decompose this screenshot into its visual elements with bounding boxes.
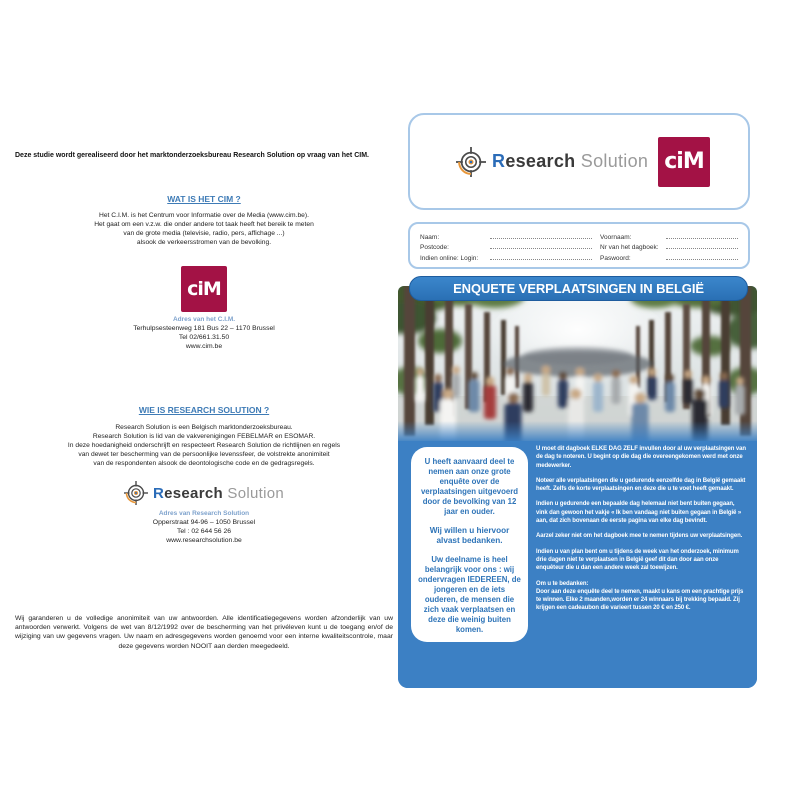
research-solution-logo bbox=[456, 147, 648, 177]
instruction-paragraph: Indien u van plan bent om u tijdens de week van het onderzoek, minimum drie dagen niet te verplaatsen in België geef dit dan door aan onze enquêteur die u dan een andere week zal toewijzen. bbox=[536, 548, 739, 572]
form-row bbox=[420, 251, 738, 262]
rs-body-line: In deze hoedanigheid onderschrijft en respecteert Research Solution de richtlijnen en regels bbox=[67, 442, 341, 449]
rs-logo-r: R bbox=[492, 151, 506, 171]
cim-address bbox=[15, 325, 393, 351]
cim-address-label: Adres van het C.I.M. bbox=[172, 316, 236, 323]
postcode-label: Postcode: bbox=[420, 244, 449, 252]
privacy-paragraph: Wij garanderen u de volledige anonimiteit van uw antwoorden. Alle identificatiegegevens worden afzonderlijk van uw antwoorden verwerkt. Volgens de wet van 8/12/1992 over de bescherming van het privéleven kunt u de toegang en/of de wijziging van uw gegevens vragen. Uw naam en adresgegevens worden genoemd voor een interne kwaliteitscontrole, maar deze gegevens worden NOOIT aan derden meegedeeld. bbox=[15, 615, 393, 650]
rs-address-street: Opperstraat 94-96 – 1050 Brussel bbox=[152, 519, 256, 526]
cim-logo bbox=[181, 266, 227, 312]
rs-logo-solution: Solution bbox=[227, 484, 285, 502]
thanks-paragraph: Wij willen u hiervoor alvast bedanken. bbox=[429, 526, 510, 545]
reward-paragraph: Door aan deze enquête deel te nemen, maakt u kans om een prachtige prijs te winnen. Elke 2 maanden,worden er 24 winnaars bij trekking bepaald. Zij krijgen een cadeaubon die varieert tussen 20 € en 250 €. bbox=[536, 588, 744, 612]
cim-body-line: alsook de verkeersstromen van de bevolking. bbox=[136, 239, 272, 246]
reward-heading: Om u te bedanken: bbox=[536, 580, 589, 587]
dagboeknr-label: Nr van het dagboek: bbox=[600, 244, 659, 252]
cim-logo-text: ciM bbox=[664, 149, 704, 174]
identification-form bbox=[408, 222, 750, 269]
form-row bbox=[420, 241, 738, 252]
cim-logo bbox=[658, 137, 710, 187]
rs-logo-esearch: esearch bbox=[505, 151, 576, 171]
cim-body-line: van de grote media (televisie, radio, pers, affichage ...) bbox=[123, 230, 285, 237]
cim-section-heading: WAT IS HET CIM ? bbox=[167, 194, 241, 204]
instruction-paragraph: Aarzel zeker niet om het dagboek mee te nemen tijdens uw verplaatsingen. bbox=[536, 533, 743, 540]
rs-address-phone: Tel : 02 644 56 26 bbox=[176, 527, 232, 535]
cim-address-phone: Tel 02/661.31.50 bbox=[178, 333, 230, 341]
instruction-paragraph: U moet dit dagboek ELKE DAG ZELF invullen door al uw verplaatsingen van de dag te noteren. U begint op die dag die overeengekomen werd met onze medewerker. bbox=[536, 446, 746, 469]
crosshair-icon bbox=[456, 147, 486, 177]
rs-address-label: Adres van Research Solution bbox=[158, 510, 250, 517]
naam-input[interactable] bbox=[490, 238, 592, 239]
cim-website: www.cim.be bbox=[185, 342, 223, 350]
voornaam-label: Voornaam: bbox=[600, 233, 632, 241]
instruction-paragraph: Noteer alle verplaatsingen die u gedurende eenzelfde dag in België gemaakt heeft. Zelfs de korte verplaatsingen en deze die u te voet heeft gemaakt. bbox=[536, 477, 746, 493]
rs-logo-esearch: esearch bbox=[164, 484, 223, 502]
rs-body-line: Research Solution is een Belgisch marktonderzoeksbureau. bbox=[115, 424, 293, 431]
naam-label: Naam: bbox=[420, 233, 440, 241]
form-row bbox=[420, 230, 738, 241]
welcome-paragraph: U heeft aanvaard deel te nemen aan onze grote enquête over de verplaatsingen uitgevoerd door de bevolking van 12 jaar en ouder. bbox=[420, 457, 519, 516]
dagboeknr-input[interactable] bbox=[666, 248, 738, 249]
rs-body-line: Research Solution is lid van de vakverenigingen FEBELMAR en ESOMAR. bbox=[92, 433, 316, 440]
crosshair-icon bbox=[124, 481, 148, 505]
instruction-paragraph: Indien u gedurende een bepaalde dag helemaal niet bent buiten gegaan, vink dan gewoon het vakje « Ik ben vandaag niet buiten gegaan in België » aan, dat zich bovenaan de eerste pagina van elke dag bevindt. bbox=[536, 501, 742, 525]
rs-body-line: van dewet ter bescherming van de persoonlijke levenssfeer, de volstrekte anonimiteit bbox=[78, 451, 330, 458]
cim-body-line: Het C.I.M. is het Centrum voor Informatie over de Media (www.cim.be). bbox=[99, 212, 309, 219]
participation-paragraph: Uw deelname is heel belangrijk voor ons : wij ondervragen IEDEREEN, de jongeren en de iets ouderen, de mensen die zich vaak verplaatsen en deze die weinig buiten komen. bbox=[418, 555, 521, 634]
cim-section-body bbox=[15, 211, 393, 247]
research-solution-logo-text bbox=[153, 485, 284, 502]
photo-section bbox=[398, 286, 757, 688]
research-solution-logo bbox=[15, 481, 393, 505]
voornaam-input[interactable] bbox=[666, 238, 738, 239]
rs-section-body bbox=[15, 423, 393, 468]
cim-body-line: Het gaat om een v.z.w. die onder andere tot taak heeft het bereik te meten bbox=[94, 221, 314, 228]
cim-logo-text: ciM bbox=[187, 278, 221, 300]
rs-logo-solution: Solution bbox=[580, 151, 649, 171]
photo-blue-fade bbox=[398, 421, 757, 443]
rs-address bbox=[15, 519, 393, 545]
login-label: Indien online: Login: bbox=[420, 255, 479, 263]
rs-website: www.researchsolution.be bbox=[166, 536, 242, 544]
research-solution-logo-text bbox=[492, 151, 648, 172]
header-logo-box bbox=[408, 113, 750, 210]
rs-body-line: van de respondenten alsook de deontologische code en de gedragsregels. bbox=[93, 460, 315, 467]
banner-title: ENQUETE VERPLAATSINGEN IN BELGIË bbox=[409, 276, 748, 301]
cim-address-street: Terhulpsesteenweg 181 Bus 22 – 1170 Brussel bbox=[133, 325, 275, 332]
login-input[interactable] bbox=[490, 259, 592, 260]
paswoord-label: Paswoord: bbox=[600, 255, 631, 263]
welcome-box bbox=[411, 447, 528, 642]
postcode-input[interactable] bbox=[490, 248, 592, 249]
rs-section-heading: WIE IS RESEARCH SOLUTION ? bbox=[138, 405, 270, 415]
intro-paragraph: Deze studie wordt gerealiseerd door het marktonderzoeksbureau Research Solution op vraag van het CIM. bbox=[15, 152, 369, 159]
rs-logo-r: R bbox=[152, 484, 165, 502]
paswoord-input[interactable] bbox=[666, 259, 738, 260]
instructions-box bbox=[536, 445, 746, 620]
